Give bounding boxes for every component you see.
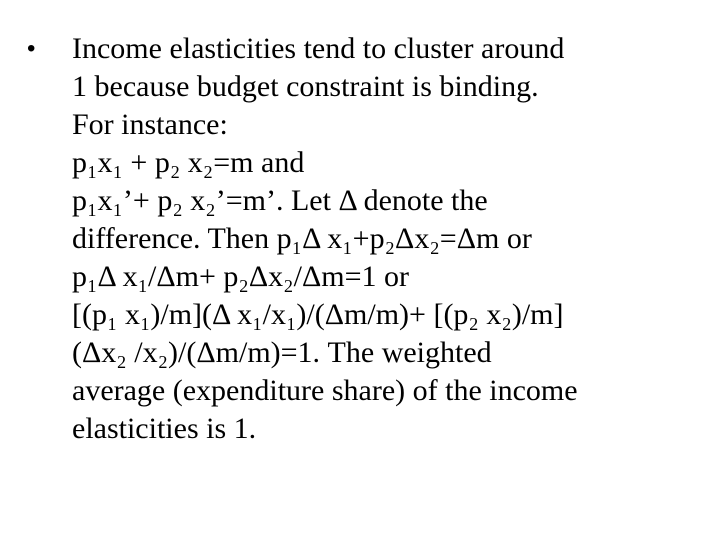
body-line-3: For instance:	[72, 108, 228, 141]
body-line-2: 1 because budget constraint is binding.	[72, 70, 539, 103]
body-line-1: Income elasticities tend to cluster around	[72, 32, 565, 65]
body-line-8: [(p₁ x₁)/m](Δ x₁/x₁)/(Δm/m)+ [(p₂ x₂)/m]	[72, 298, 564, 331]
body-line-5: p₁x₁’+ p₂ x₂’=m’. Let Δ denote the	[72, 184, 488, 217]
bullet-marker: •	[27, 35, 36, 62]
body-line-7: p₁Δ x₁/Δm+ p₂Δx₂/Δm=1 or	[72, 260, 410, 293]
body-line-9: (Δx₂ /x₂)/(Δm/m)=1. The weighted	[72, 336, 492, 369]
body-line-4: p₁x₁ + p₂ x₂=m and	[72, 146, 305, 179]
body-line-10: average (expenditure share) of the income	[72, 374, 578, 407]
slide-body-text	[72, 30, 712, 448]
body-line-11: elasticities is 1.	[72, 412, 257, 445]
body-line-6: difference. Then p₁Δ x₁+p₂Δx₂=Δm or	[72, 222, 532, 255]
